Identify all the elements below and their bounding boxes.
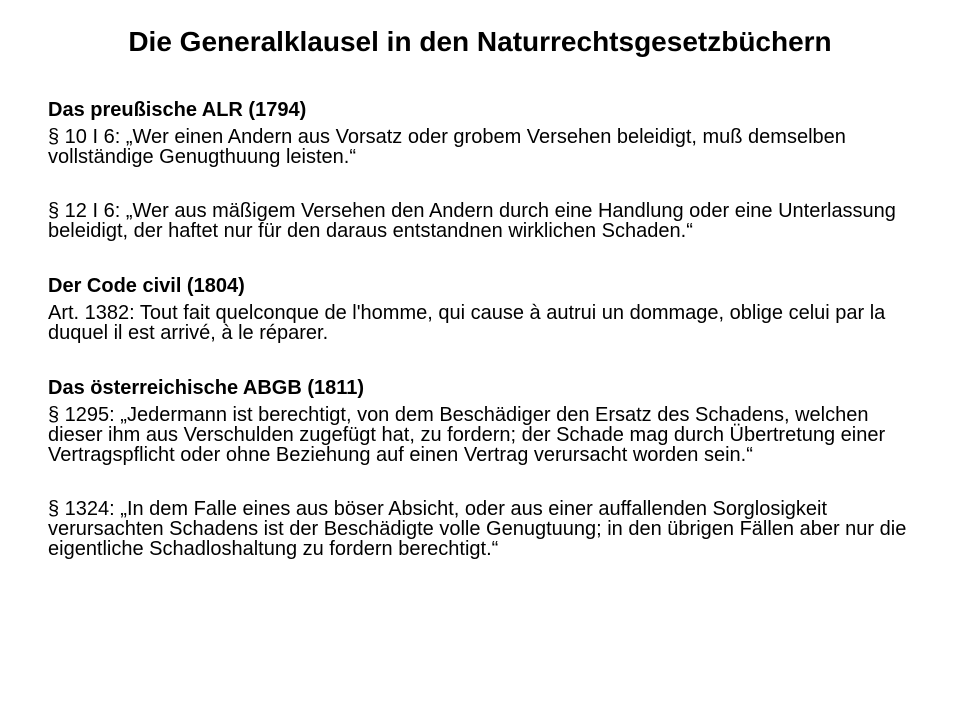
section-abgb [48, 377, 928, 559]
section-heading: Der Code civil (1804) [48, 275, 245, 297]
paragraph: § 10 I 6: „Wer einen Andern aus Vorsatz oder grobem Versehen beleidigt, muß demselben vollständige Genugthuung leisten.“ [48, 126, 846, 168]
slide-body [48, 97, 928, 559]
section-alr [48, 99, 928, 241]
section-code-civil [48, 275, 928, 343]
section-heading: Das preußische ALR (1794) [48, 99, 307, 121]
slide-title: Die Generalklausel in den Naturrechtsgesetzbüchern [128, 26, 832, 57]
paragraph: § 12 I 6: „Wer aus mäßigem Versehen den Andern durch eine Handlung oder eine Unterlassung beleidigt, der haftet nur für den daraus entstandnen wirklichen Schaden.“ [48, 200, 896, 242]
paragraph: § 1295: „Jedermann ist berechtigt, von dem Beschädiger den Ersatz des Schadens, welchen dieser ihm aus Verschulden zugefügt hat, zu fordern; der Schade mag durch Übertretung einer Vertragspflicht oder ohne Beziehung auf einen Vertrag verursacht worden sein.“ [48, 404, 886, 466]
paragraph: § 1324: „In dem Falle eines aus böser Absicht, oder aus einer auffallenden Sorglosigkeit verursachten Schadens ist der Beschädigte volle Genugtuung; in den übrigen Fällen aber nur die eigentliche Schadloshaltung zu fordern berechtigt.“ [48, 498, 907, 560]
paragraph: Art. 1382: Tout fait quelconque de l'homme, qui cause à autrui un dommage, oblige celui par la duquel il est arrivé, à le réparer. [48, 302, 886, 344]
section-heading: Das österreichische ABGB (1811) [48, 377, 365, 399]
